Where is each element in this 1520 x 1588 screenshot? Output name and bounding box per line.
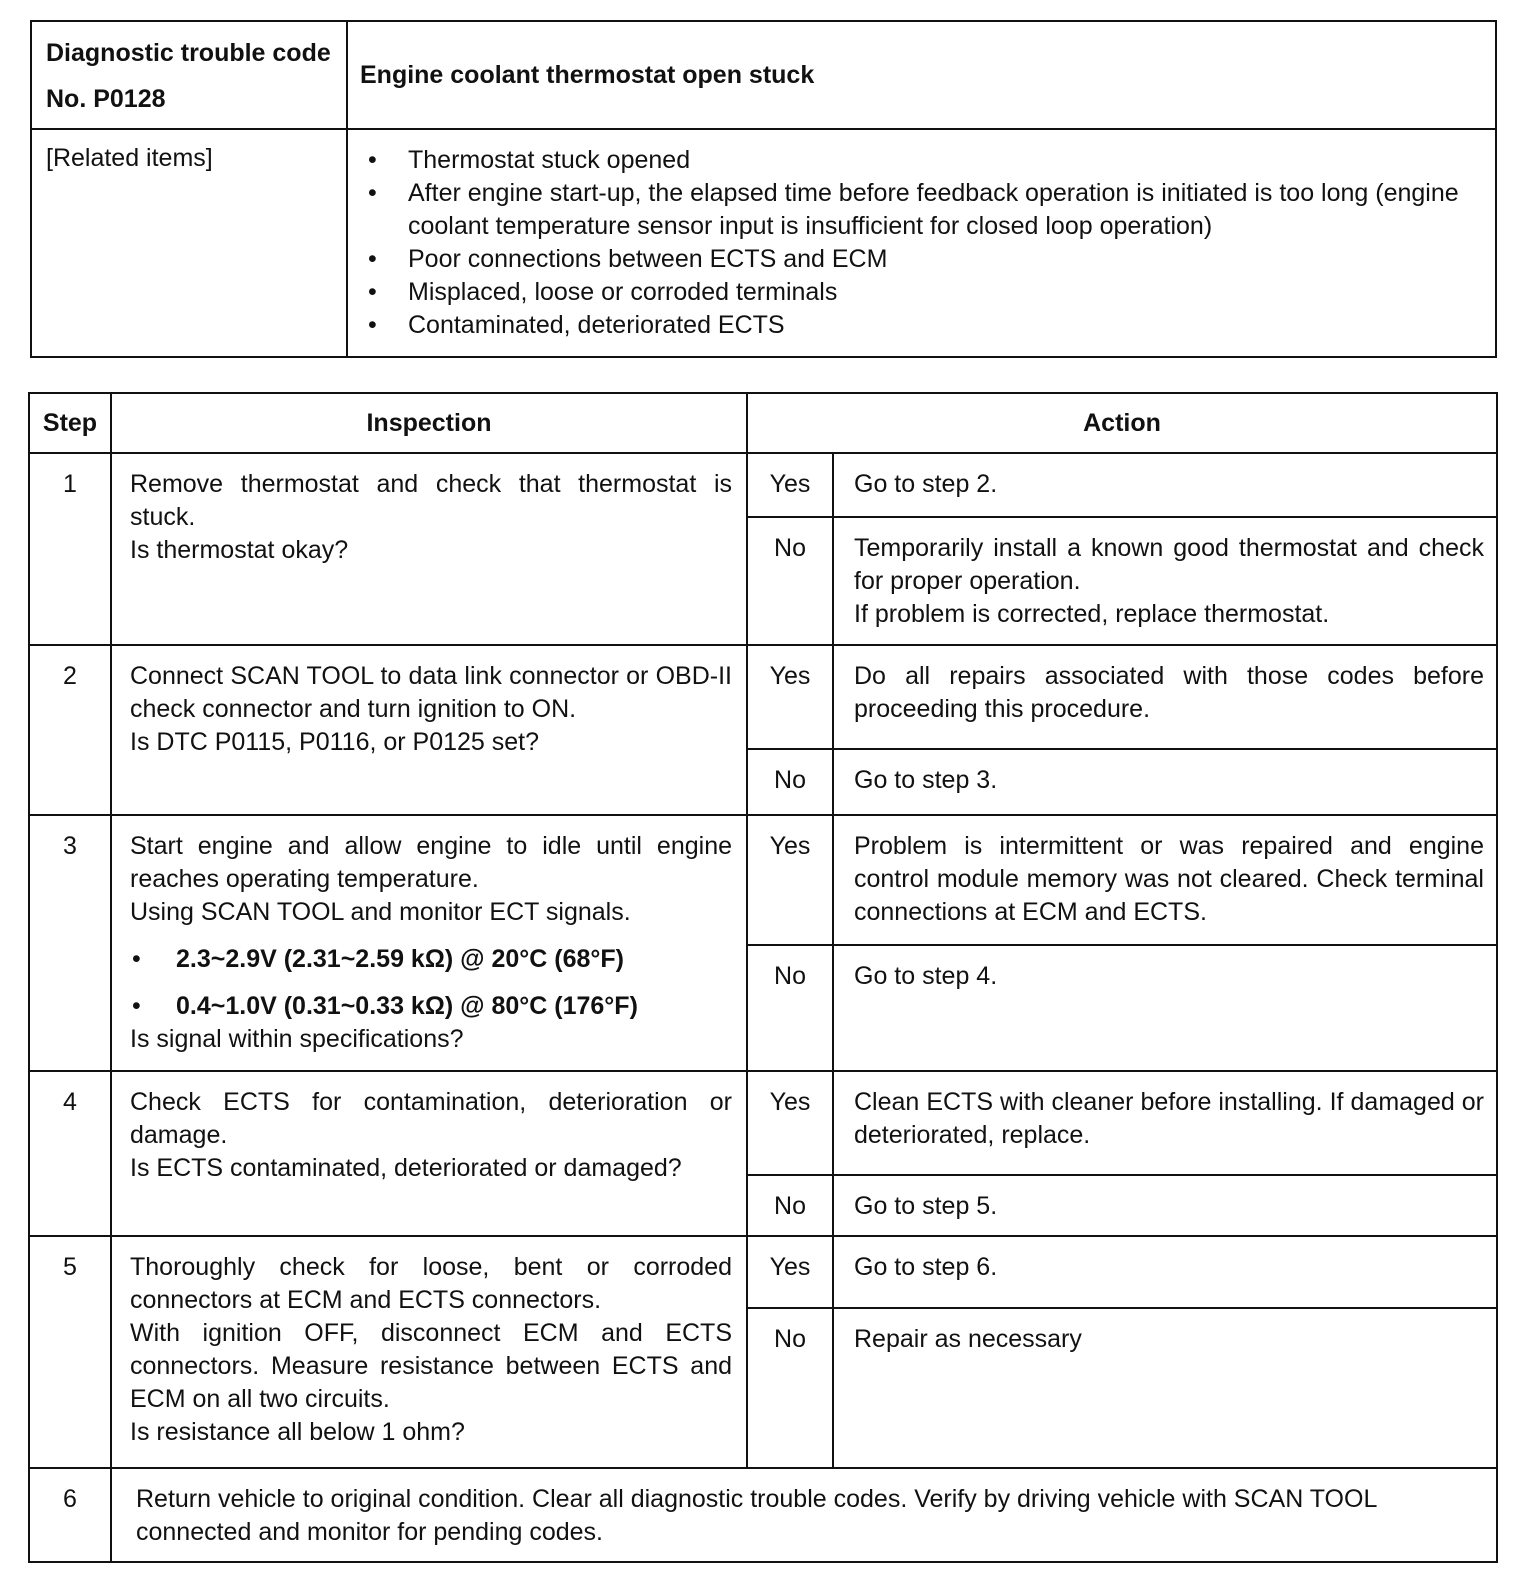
final-step-text: Return vehicle to original condition. Clear all diagnostic trouble codes. Verify by driving vehicle with SCAN TOOL connected and monitor for pending codes.: [111, 1468, 1497, 1562]
bullet-icon: •: [368, 311, 377, 339]
list-item: • Poor connections between ECTS and ECM: [362, 243, 1483, 276]
step-inspection: Connect SCAN TOOL to data link connector or OBD-II check connector and turn ignition to ON. Is DTC P0115, P0116, or P0125 set?: [111, 645, 747, 815]
yes-label: Yes: [747, 1236, 833, 1308]
no-label: No: [747, 1308, 833, 1468]
yes-action: Do all repairs associated with those codes before proceeding this procedure.: [833, 645, 1497, 749]
step-number: 2: [29, 645, 111, 815]
dtc-code-cell: [31, 21, 347, 129]
table-row: [29, 815, 1497, 945]
no-label: No: [747, 517, 833, 645]
yes-label: Yes: [747, 1071, 833, 1175]
inspection-steps-table: [28, 392, 1498, 1563]
no-label: No: [747, 749, 833, 815]
dtc-title: Engine coolant thermostat open stuck: [347, 21, 1496, 129]
yes-label: Yes: [747, 645, 833, 749]
bullet-icon: •: [132, 945, 141, 973]
inspection-header: Inspection: [111, 393, 747, 453]
list-item: • Misplaced, loose or corroded terminals: [362, 276, 1483, 309]
spec-question: Is signal within specifications?: [130, 1025, 464, 1053]
related-items-row: [31, 129, 1496, 357]
spec-item: • 2.3~2.9V (2.31~2.59 kΩ) @ 20°C (68°F): [130, 943, 732, 976]
list-item: • Contaminated, deteriorated ECTS: [362, 309, 1483, 342]
table-row: [29, 1468, 1497, 1562]
dtc-code-label: Diagnostic trouble code: [46, 39, 331, 67]
step-inspection: Check ECTS for contamination, deterioration or damage. Is ECTS contaminated, deteriorated or damaged?: [111, 1071, 747, 1236]
action-header: Action: [747, 393, 1497, 453]
no-label: No: [747, 945, 833, 1071]
related-items-label: [Related items]: [31, 129, 347, 357]
step-inspection: Thoroughly check for loose, bent or corroded connectors at ECM and ECTS connectors. With ignition OFF, disconnect ECM and ECTS connectors. Measure resistance between ECTS and ECM on all two circuits. Is resistance all below 1 ohm?: [111, 1236, 747, 1468]
bullet-icon: •: [368, 146, 377, 174]
step-number: 3: [29, 815, 111, 1071]
yes-label: Yes: [747, 453, 833, 517]
list-item: • After engine start-up, the elapsed time before feedback operation is initiated is too long (engine coolant temperature sensor input is insufficient for closed loop operation): [368, 179, 1459, 240]
table-row: [29, 1236, 1497, 1308]
dtc-header-row: [31, 21, 1496, 129]
table-row: [29, 453, 1497, 517]
spec-item: • 0.4~1.0V (0.31~0.33 kΩ) @ 80°C (176°F): [130, 990, 732, 1023]
dtc-code-number: No. P0128: [46, 85, 166, 113]
bullet-icon: •: [368, 278, 377, 306]
list-item: • Thermostat stuck opened: [362, 144, 1483, 177]
bullet-icon: •: [132, 992, 141, 1020]
step-header: Step: [29, 393, 111, 453]
step-number: 4: [29, 1071, 111, 1236]
yes-label: Yes: [747, 815, 833, 945]
step-number: 1: [29, 453, 111, 645]
no-action: Repair as necessary: [833, 1308, 1497, 1468]
step-inspection: Remove thermostat and check that thermostat is stuck. Is thermostat okay?: [111, 453, 747, 645]
bullet-icon: •: [368, 179, 377, 207]
yes-action: Clean ECTS with cleaner before installing. If damaged or deteriorated, replace.: [833, 1071, 1497, 1175]
table-row: [29, 645, 1497, 749]
no-action: Go to step 3.: [833, 749, 1497, 815]
related-items-list: [362, 144, 1483, 342]
yes-action: Problem is intermittent or was repaired and engine control module memory was not cleared. Check terminal connections at ECM and ECTS.: [833, 815, 1497, 945]
no-action: Go to step 5.: [833, 1175, 1497, 1236]
no-label: No: [747, 1175, 833, 1236]
no-action: Temporarily install a known good thermostat and check for proper operation. If problem is corrected, replace thermostat.: [833, 517, 1497, 645]
step-number: 5: [29, 1236, 111, 1468]
table-header-row: [29, 393, 1497, 453]
table-row: [29, 1071, 1497, 1175]
bullet-icon: •: [368, 245, 377, 273]
step-inspection: Start engine and allow engine to idle until engine reaches operating temperature. Using SCAN TOOL and monitor ECT signals. • 2.3~2.9V (2.31~2.59 kΩ) @ 20°C (68°F) • 0.4~1.0V (0.31~0.33 kΩ) @ 80°C (176°F) Is signal within specifications?: [111, 815, 747, 1071]
yes-action: Go to step 2.: [833, 453, 1497, 517]
yes-action: Go to step 6.: [833, 1236, 1497, 1308]
step-number: 6: [29, 1468, 111, 1562]
no-action: Go to step 4.: [833, 945, 1497, 1071]
dtc-info-table: [30, 20, 1497, 358]
